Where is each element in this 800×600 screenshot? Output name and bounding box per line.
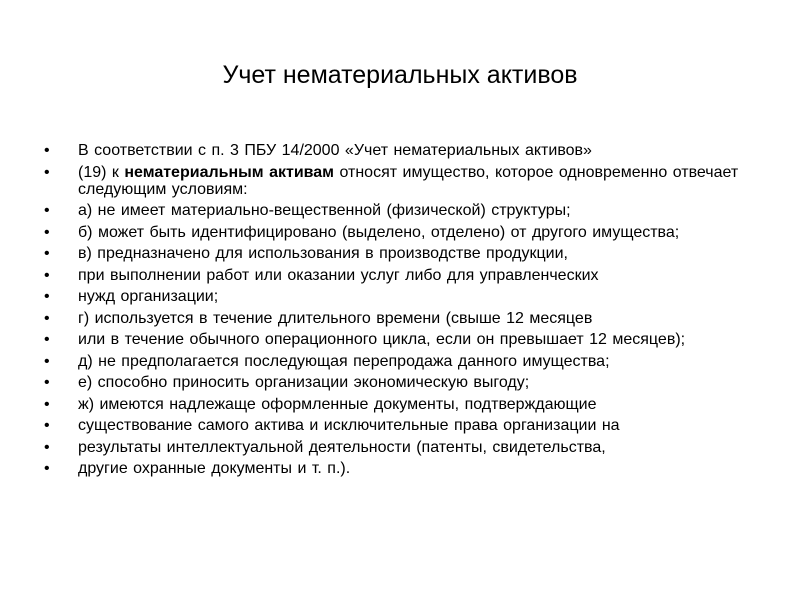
bullet-icon: •	[44, 202, 50, 219]
bullet-text: другие охранные документы и т. п.).	[78, 460, 351, 477]
bullet-icon: •	[44, 352, 50, 370]
bullet-text: г) используется в течение длительного времени (свыше 12 месяцев	[78, 309, 593, 327]
bullet-item	[44, 310, 756, 327]
bullet-text: результаты интеллектуальной деятельности (патенты, свидетельства,	[78, 438, 606, 456]
bullet-text: б) может быть идентифицировано (выделено, отделено) от другого имущества;	[78, 223, 680, 241]
bullet-item	[44, 417, 756, 434]
bullet-text	[78, 164, 738, 198]
bullet-text-end: относят имущество, которое одновременно отвечает следующим условиям:	[78, 163, 739, 198]
bullet-text: д) не предполагается последующая перепродажа данного имущества;	[78, 352, 610, 370]
bullet-text: В соответствии с п. 3 ПБУ 14/2000 «Учет нематериальных активов»	[78, 142, 592, 159]
bullet-text-start: (19) к	[78, 163, 125, 181]
bullet-item	[44, 224, 756, 241]
bullet-icon: •	[44, 142, 50, 159]
bullet-icon: •	[44, 417, 50, 434]
bullet-item	[44, 353, 756, 370]
bullet-icon: •	[44, 331, 50, 348]
bullet-icon: •	[44, 374, 50, 391]
bullet-item	[44, 331, 756, 348]
bullet-icon: •	[44, 163, 50, 181]
slide-title: Учет нематериальных активов	[222, 61, 578, 89]
bullet-item	[44, 460, 756, 477]
bullet-icon: •	[44, 395, 50, 413]
bullet-text: в) предназначено для использования в производстве продукции,	[78, 245, 568, 262]
bullet-item	[44, 202, 756, 219]
bullet-text: а) не имеет материально-вещественной (физической) структуры;	[78, 202, 571, 219]
bullet-icon: •	[44, 266, 50, 284]
bullet-icon: •	[44, 245, 50, 262]
bullet-item	[44, 396, 756, 413]
bullet-item	[44, 245, 756, 262]
bullet-icon: •	[44, 309, 50, 327]
bullet-text: или в течение обычного операционного цикла, если он превышает 12 месяцев);	[78, 331, 686, 348]
bullet-item	[44, 267, 756, 284]
bullet-item	[44, 164, 756, 198]
bullet-icon: •	[44, 223, 50, 241]
bullet-item	[44, 142, 756, 159]
bullet-text-bold-term: нематериальным активам	[124, 163, 335, 181]
bullet-text: ж) имеются надлежаще оформленные документы, подтверждающие	[78, 395, 597, 413]
bullet-text: существование самого актива и исключительные права организации на	[78, 417, 620, 434]
bullet-text: нужд организации;	[78, 288, 219, 305]
bullet-item	[44, 439, 756, 456]
bullet-list	[44, 142, 756, 482]
bullet-text: при выполнении работ или оказании услуг либо для управленческих	[78, 266, 599, 284]
bullet-item	[44, 288, 756, 305]
bullet-item	[44, 374, 756, 391]
bullet-icon: •	[44, 460, 50, 477]
bullet-icon: •	[44, 438, 50, 456]
bullet-text: е) способно приносить организации экономическую выгоду;	[78, 374, 530, 391]
bullet-icon: •	[44, 288, 50, 305]
